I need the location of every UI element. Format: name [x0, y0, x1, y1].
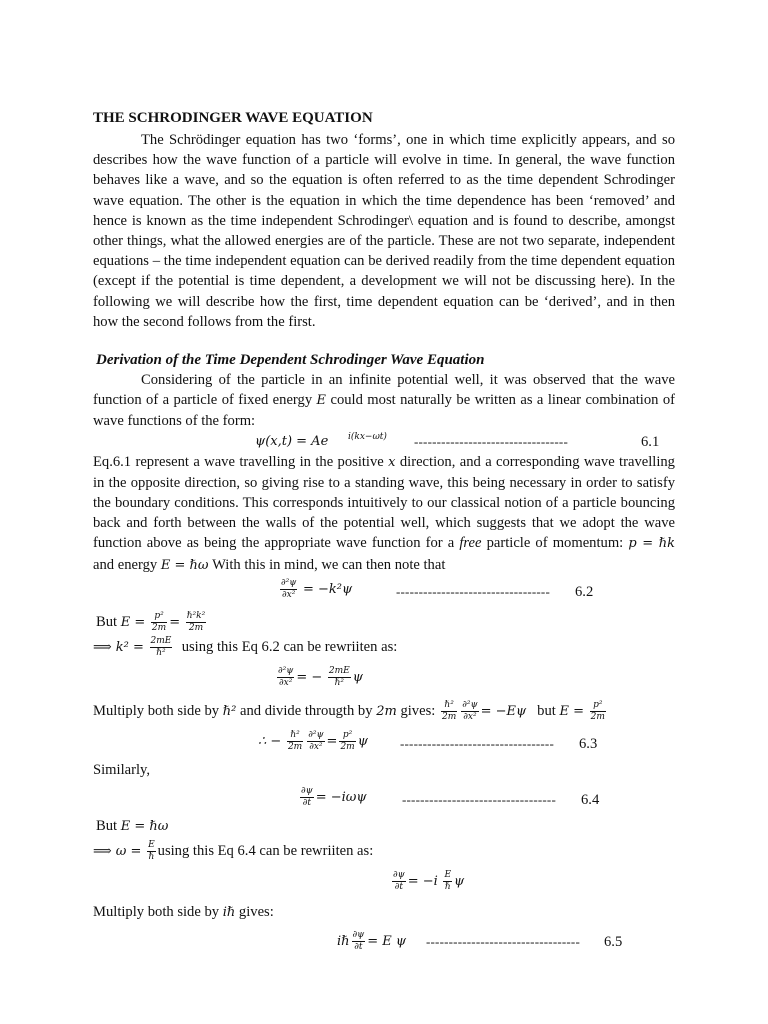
equation-6-1: ψ(x,t) = Ae i(kx−ωt) ---------------------------------- 6.1 [255, 431, 660, 450]
k-squared-relation: ⟹ k² = $\frac{2mE}{\text{ℏ²}}$ using this Eq 6.2 can be rewriiten as: [93, 635, 398, 658]
rewritten-6-4: $\frac{\partial\psi}{\partial t}$ = −i $\frac{E}{\text{ℏ}}$ ψ [393, 869, 465, 892]
multiply-step-1: Multiply both side by ℏ² and divide througth by 2m gives: $\frac{\text{ℏ²}}{2m}$ $\frac{\text{∂²ψ}}{\text{∂x²}}$ = −Eψ but E = $\frac{\text{p²}}{2m}$ [93, 699, 605, 722]
document-page [93, 108, 675, 960]
multiply-step-2: Multiply both side by iℏ gives: [93, 903, 274, 920]
energy-relation: But E = $\frac{\text{p²}}{2m}$ = $\frac{\text{ℏ²k²}}{2m}$ [96, 610, 206, 633]
intro-paragraph: The Schrödinger equation has two ‘forms’, one in which time explicitly appears, and so describes how the wave function of a particle will evolve in time. In general, the wave function behaves like a wave, and so the equation is often referred to as the time dependent Schrodinger wave equation. The other is the equation in which the time dependence has been ‘removed’ and hence is known as the time independent Schrodinger\ equation and is found to describe, amongst other things, what the allowed energies are of the particle. These are not two separate, independent equations – the time independent equation can be derived readily from the time dependent equation (except if the potential is time dependent, a development we will not be discussing here). In the following we will describe how the first, time dependent equation can be ‘derived’, and in then how the second follows from the first. [93, 132, 675, 330]
page-title: THE SCHRODINGER WAVE EQUATION [93, 110, 373, 126]
equation-6-4: $\frac{\partial\psi}{\partial t}$ = −iωψ ---------------------------------- 6.4 [301, 785, 600, 808]
explanation-paragraph: Eq.6.1 represent a wave travelling in the positive x direction, and a corresponding wave travelling in the opposite direction, so giving rise to a standing wave, this being necessary in order to satisfy the boundary conditions. This corresponds intuitively to our classical notion of a particle bouncing back and forth between the walls of the potential well, which suggests that we adopt the wave function above as being the appropriate wave function for a free particle of momentum: p = ℏk and energy E = ℏω With this in mind, we can then note that [93, 453, 675, 573]
rewritten-6-2: $\frac{\text{∂²ψ}}{\text{∂x²}}$ = − $\frac{2mE}{\text{ℏ²}}$ ψ [278, 665, 363, 688]
similarly-label: Similarly, [93, 761, 151, 778]
equation-6-2: $\frac{\text{∂²ψ}}{\text{∂x²}}$ = −k²ψ ---------------------------------- 6.2 [281, 577, 594, 600]
omega-energy: But E = ℏω [96, 817, 169, 834]
equation-6-5: iℏ $\frac{\partial\psi}{\partial t}$ = E ψ ---------------------------------- 6.5 [337, 929, 623, 952]
derivation-paragraph: Considering of the particle in an infinite potential well, it was observed that the wave function of a particle of fixed energy E could most naturally be written as a linear combination of wave functions of the form: [93, 372, 675, 430]
equation-6-3: ∴ − $\frac{\text{ℏ²}}{2m}$ $\frac{\text{∂²ψ}}{\text{∂x²}}$ = $\frac{\text{p²}}{2m}$ ψ ---------------------------------- 6.3 [258, 729, 598, 752]
section-title: Derivation of the Time Dependent Schrodinger Wave Equation [96, 352, 485, 369]
omega-relation: ⟹ ω = $\frac{E}{\text{ℏ}}$ using this Eq 6.4 can be rewriiten as: [93, 839, 374, 862]
